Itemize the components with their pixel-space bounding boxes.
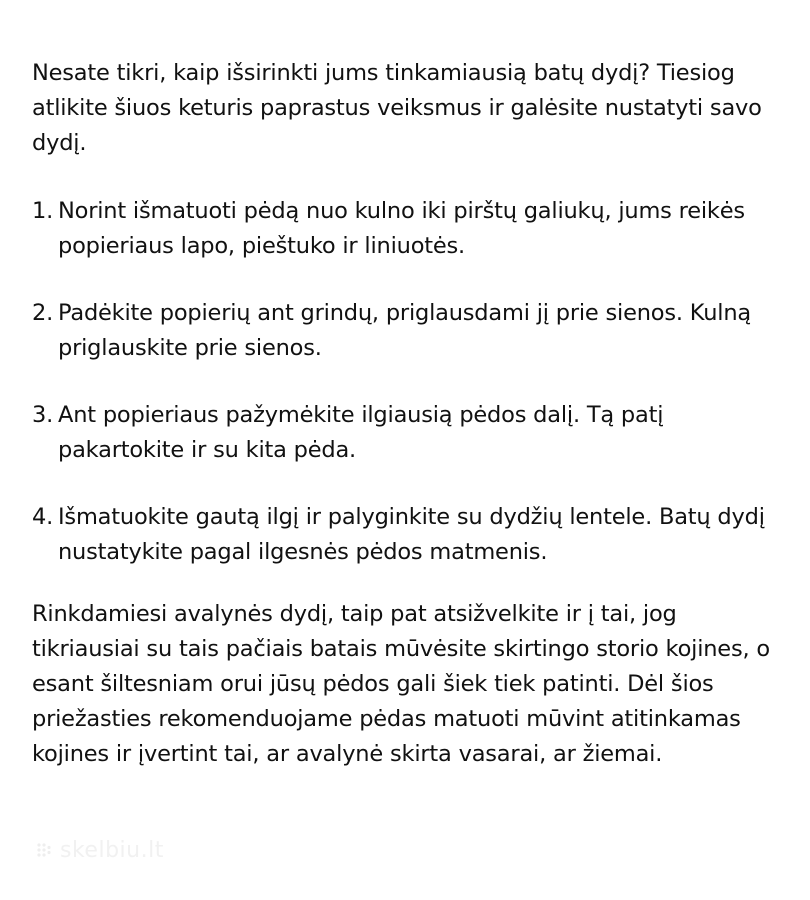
list-item bbox=[32, 296, 782, 366]
steps-list bbox=[32, 194, 782, 570]
step-text: Norint išmatuoti pėdą nuo kulno iki pirštų galiukų, jums reikės popieriaus lapo, pieštuko ir liniuotės. bbox=[58, 198, 745, 259]
intro-paragraph: Nesate tikri, kaip išsirinkti jums tinkamiausią batų dydį? Tiesiog atlikite šiuos keturis paprastus veiksmus ir galėsite nustatyti savo dydį. bbox=[32, 60, 762, 156]
watermark bbox=[36, 838, 164, 863]
closing-paragraph: Rinkdamiesi avalynės dydį, taip pat atsižvelkite ir į tai, jog tikriausiai su tais pačiais batais mūvėsite skirtingo storio kojines, o esant šiltesniam orui jūsų pėdos gali šiek tiek patinti. Dėl šios priežasties rekomenduojame pėdas matuoti mūvint atitinkamas kojines ir įvertint tai, ar avalynė skirta vasarai, ar žiemai. bbox=[32, 601, 770, 767]
watermark-text: skelbiu.lt bbox=[60, 838, 164, 863]
step-text: Išmatuokite gautą ilgį ir palyginkite su dydžių lentele. Batų dydį nustatykite pagal ilgesnės pėdos matmenis. bbox=[58, 504, 765, 565]
step-text: Padėkite popierių ant grindų, priglausdami jį prie sienos. Kulną priglauskite prie sienos. bbox=[58, 300, 751, 361]
step-number: 2. bbox=[32, 300, 54, 326]
list-item bbox=[32, 194, 782, 264]
list-item bbox=[32, 500, 782, 570]
skelbiu-logo-icon bbox=[36, 841, 54, 859]
step-text: Ant popieriaus pažymėkite ilgiausią pėdos dalį. Tą patį pakartokite ir su kita pėda. bbox=[58, 402, 664, 463]
size-guide-content bbox=[32, 56, 782, 772]
step-number: 3. bbox=[32, 402, 54, 428]
step-number: 1. bbox=[32, 198, 54, 224]
list-item bbox=[32, 398, 782, 468]
step-number: 4. bbox=[32, 504, 54, 530]
